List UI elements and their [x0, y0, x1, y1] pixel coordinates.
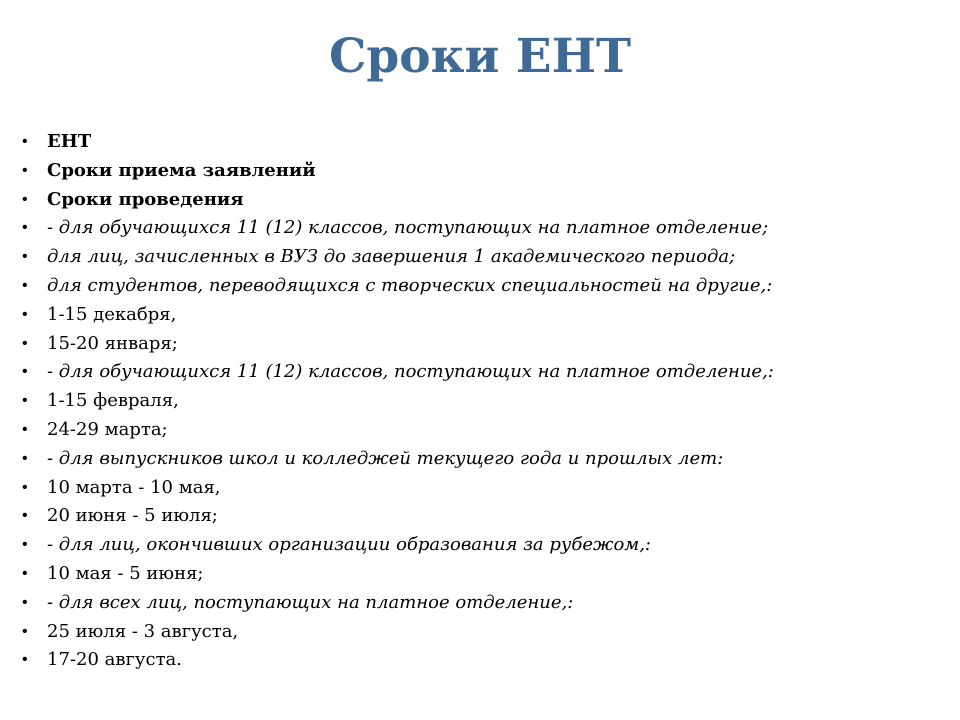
- list-item: [22, 646, 942, 675]
- list-item: [22, 272, 942, 301]
- bullet-dot-icon: •: [22, 651, 28, 669]
- bullet-dot-icon: •: [22, 276, 28, 294]
- list-item-text: 10 марта - 10 мая,: [47, 476, 221, 498]
- bullet-dot-icon: •: [22, 420, 28, 438]
- list-item-text: - для обучающихся 11 (12) классов, поступающих на платное отделение;: [47, 217, 769, 239]
- list-item: [22, 301, 942, 330]
- list-item-text: 20 июня - 5 июля;: [47, 505, 218, 527]
- list-item: [22, 358, 942, 387]
- bullet-dot-icon: •: [22, 622, 28, 640]
- list-item-text: - для всех лиц, поступающих на платное отделение,:: [47, 591, 574, 613]
- bullet-dot-icon: •: [22, 190, 28, 208]
- bullet-dot-icon: •: [22, 507, 28, 525]
- list-item: [22, 157, 942, 186]
- list-item: [22, 445, 942, 474]
- list-item: [22, 560, 942, 589]
- list-item: [22, 618, 942, 647]
- list-item-text: 25 июля - 3 августа,: [47, 620, 239, 642]
- list-item-text: - для обучающихся 11 (12) классов, поступающих на платное отделение,:: [47, 361, 774, 383]
- bullet-dot-icon: •: [22, 161, 28, 179]
- bullet-dot-icon: •: [22, 536, 28, 554]
- bullet-list: [22, 128, 942, 675]
- list-item: [22, 186, 942, 215]
- list-item: [22, 330, 942, 359]
- list-item: [22, 589, 942, 618]
- list-item: [22, 243, 942, 272]
- bullet-dot-icon: •: [22, 305, 28, 323]
- list-item: [22, 474, 942, 503]
- bullet-dot-icon: •: [22, 248, 28, 266]
- bullet-dot-icon: •: [22, 363, 28, 381]
- list-item: [22, 502, 942, 531]
- list-item-text: 24-29 марта;: [47, 418, 168, 440]
- list-item-text: для студентов, переводящихся с творческих специальностей на другие,:: [47, 274, 773, 296]
- bullet-dot-icon: •: [22, 219, 28, 237]
- bullet-dot-icon: •: [22, 449, 28, 467]
- list-item-text: 15-20 января;: [47, 332, 178, 354]
- bullet-dot-icon: •: [22, 334, 28, 352]
- bullet-dot-icon: •: [22, 392, 28, 410]
- list-item: [22, 214, 942, 243]
- bullet-dot-icon: •: [22, 593, 28, 611]
- list-item: [22, 387, 942, 416]
- bullet-dot-icon: •: [22, 133, 28, 150]
- list-item-text: 1-15 декабря,: [47, 303, 177, 325]
- list-item: [22, 416, 942, 445]
- list-item-text: 1-15 февраля,: [47, 390, 179, 412]
- list-item-text: ЕНТ: [47, 131, 92, 152]
- list-item: [22, 531, 942, 560]
- list-item: [22, 128, 942, 157]
- list-item-text: 17-20 августа.: [47, 649, 182, 671]
- list-item-text: - для выпускников школ и колледжей текущего года и прошлых лет:: [47, 447, 724, 469]
- list-item-text: Сроки приема заявлений: [47, 159, 316, 181]
- list-item-text: 10 мая - 5 июня;: [47, 562, 204, 584]
- list-item-text: - для лиц, окончивших организации образования за рубежом,:: [47, 534, 651, 556]
- slide-title: Сроки ЕНТ: [329, 29, 631, 84]
- list-item-text: Сроки проведения: [47, 188, 244, 210]
- bullet-dot-icon: •: [22, 564, 28, 582]
- bullet-dot-icon: •: [22, 478, 28, 496]
- list-item-text: для лиц, зачисленных в ВУЗ до завершения 1 академического периода;: [47, 246, 736, 268]
